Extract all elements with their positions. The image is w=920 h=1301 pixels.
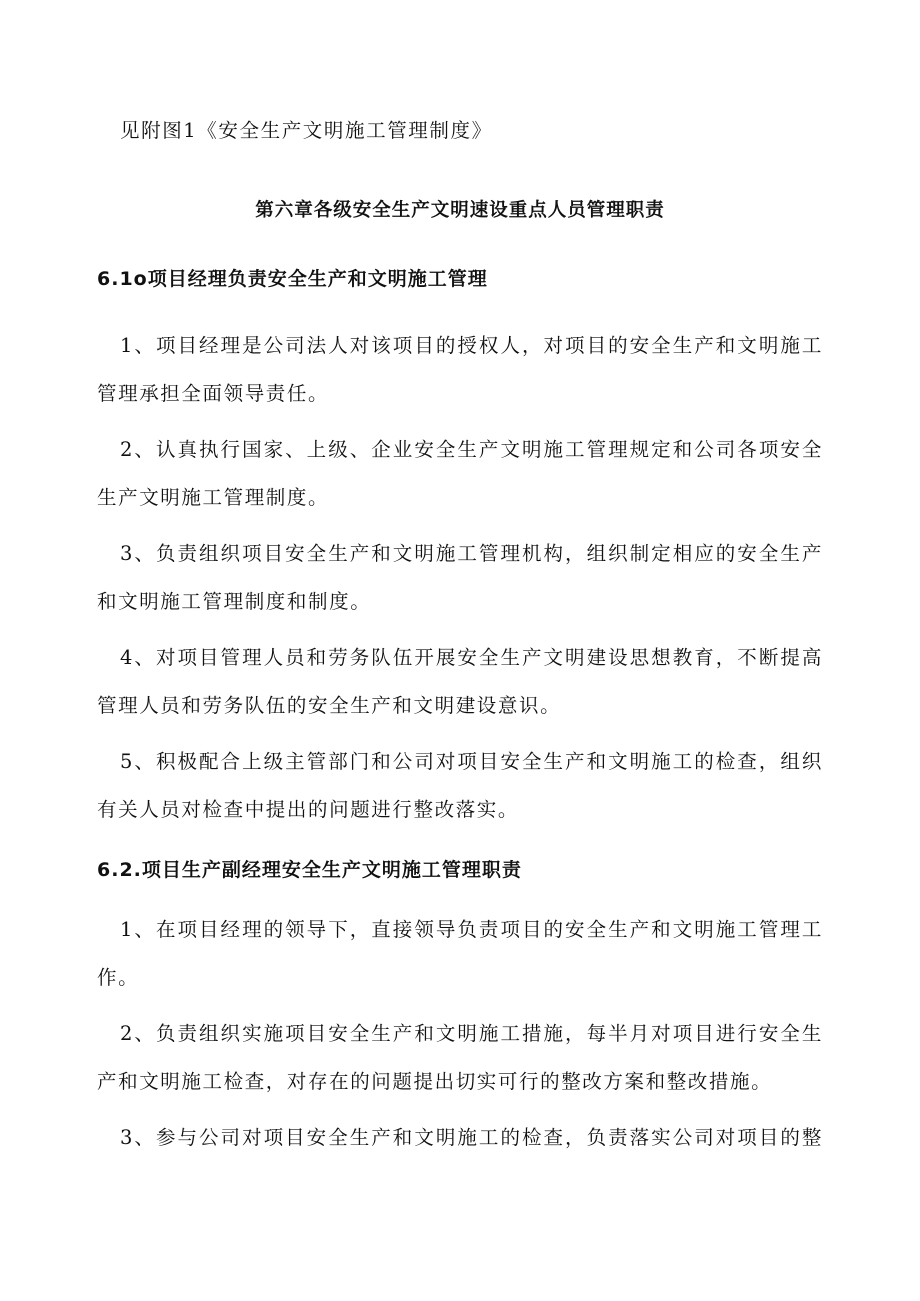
paragraph-line: 生产文明施工管理制度。 <box>97 486 330 509</box>
paragraph-line: 5、积极配合上级主管部门和公司对项目安全生产和文明施工的检查，组织 <box>120 750 823 773</box>
section-heading-6-2: 6.2.项目生产副经理安全生产文明施工管理职责 <box>97 859 522 881</box>
paragraph-line: 管理人员和劳务队伍的安全生产和文明建设意识。 <box>97 694 562 717</box>
paragraph-line: 2、负责组织实施项目安全生产和文明施工措施，每半月对项目进行安全生 <box>120 1022 823 1045</box>
paragraph-line: 和文明施工管理制度和制度。 <box>97 590 372 613</box>
paragraph-line: 作。 <box>97 966 140 989</box>
paragraph-line: 1、项目经理是公司法人对该项目的授权人，对项目的安全生产和文明施工 <box>120 334 823 357</box>
paragraph-line: 3、参与公司对项目安全生产和文明施工的检查，负责落实公司对项目的整 <box>120 1126 823 1149</box>
paragraph-line: 1、在项目经理的领导下，直接领导负责项目的安全生产和文明施工管理工 <box>120 918 823 941</box>
paragraph-line: 产和文明施工检查，对存在的问题提出切实可行的整改方案和整改措施。 <box>97 1070 773 1093</box>
reference-line: 见附图1《安全生产文明施工管理制度》 <box>120 119 493 142</box>
paragraph-line: 2、认真执行国家、上级、企业安全生产文明施工管理规定和公司各项安全 <box>120 438 823 461</box>
paragraph-line: 管理承担全面领导责任。 <box>97 382 330 405</box>
paragraph-line: 4、对项目管理人员和劳务队伍开展安全生产文明建设思想教育，不断提高 <box>120 646 823 669</box>
paragraph-line: 3、负责组织项目安全生产和文明施工管理机构，组织制定相应的安全生产 <box>120 542 823 565</box>
chapter-title: 第六章各级安全生产文明速设重点人员管理职责 <box>255 200 665 221</box>
section-heading-6-1: 6.1o项目经理负责安全生产和文明施工管理 <box>97 268 488 290</box>
paragraph-line: 有关人员对检查中提出的问题进行整改落实。 <box>97 798 520 821</box>
